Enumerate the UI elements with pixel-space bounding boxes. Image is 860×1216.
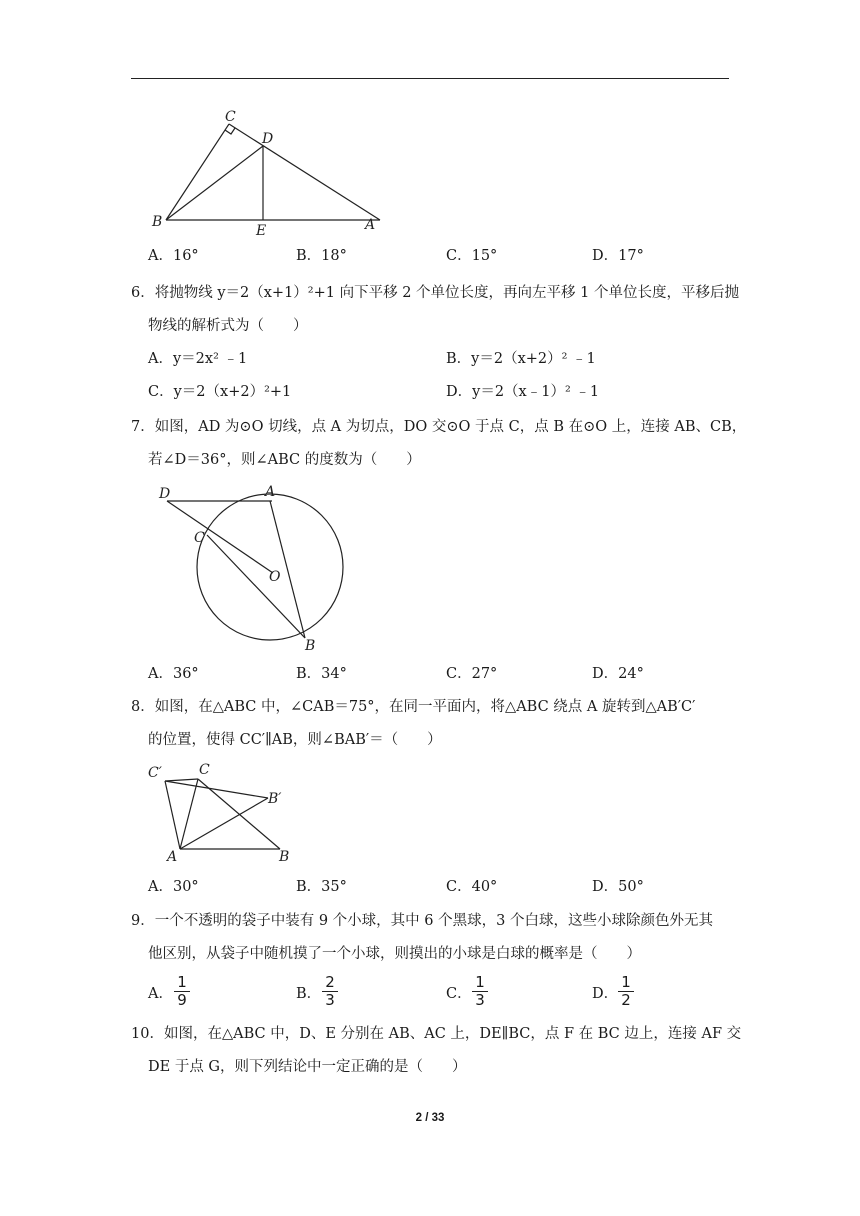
q9-option-c[interactable]: C．: [446, 986, 472, 1002]
q9-option-b[interactable]: B．: [296, 986, 322, 1002]
q7-option-c[interactable]: C．27°: [446, 666, 498, 682]
q7-option-a[interactable]: A．36°: [148, 666, 199, 682]
q6-option-a[interactable]: A．y＝2x² ﹣1: [148, 351, 248, 367]
q8-stem-line2: 的位置，使得 CC′∥AB，则∠BAB′＝（ ）: [148, 732, 442, 748]
q5-option-d[interactable]: D．17°: [592, 248, 644, 264]
q7-stem-line2: 若∠D＝36°，则∠ABC 的度数为（ ）: [148, 452, 421, 468]
q7-label-c: C: [194, 530, 205, 546]
q5-option-b[interactable]: B．18°: [296, 248, 347, 264]
q7-option-b[interactable]: B．34°: [296, 666, 347, 682]
q8-option-d[interactable]: D．50°: [592, 879, 644, 895]
q5-label-d: D: [262, 131, 274, 147]
q9-stem-line2: 他区别，从袋子中随机摸了一个小球，则摸出的小球是白球的概率是（ ）: [148, 946, 641, 962]
q6-stem-line2: 物线的解析式为（ ）: [148, 318, 308, 334]
q10-stem-line2: DE 于点 G，则下列结论中一定正确的是（ ）: [148, 1059, 467, 1075]
q9-option-d-fraction: 1 2: [618, 975, 634, 1008]
q8-option-c[interactable]: C．40°: [446, 879, 498, 895]
q8-label-c-prime: C′: [148, 765, 162, 781]
q5-figure: [150, 108, 410, 238]
q9-option-b-fraction: 2 3: [322, 975, 338, 1008]
q8-label-b: B: [279, 849, 290, 865]
q8-label-b-prime: B′: [268, 791, 282, 807]
q6-option-d[interactable]: D．y＝2（x﹣1）² ﹣1: [446, 384, 600, 400]
q5-label-b: B: [152, 214, 163, 230]
q8-label-c: C: [199, 762, 210, 778]
q7-option-d[interactable]: D．24°: [592, 666, 644, 682]
q7-stem-line1: 7．如图，AD 为⊙O 切线，点 A 为切点，DO 交⊙O 于点 C，点 B 在⊙O 上，连接 AB、CB，: [131, 419, 747, 435]
q7-label-d: D: [159, 486, 171, 502]
q8-option-b[interactable]: B．35°: [296, 879, 347, 895]
q7-label-b: B: [305, 638, 316, 654]
q9-option-a-fraction: 1 9: [174, 975, 190, 1008]
q5-label-e: E: [256, 223, 267, 239]
q6-stem-line1: 6．将抛物线 y＝2（x+1）²+1 向下平移 2 个单位长度，再向左平移 1 个单位长度，平移后抛: [131, 285, 739, 301]
page-number: 2 / 33: [415, 1112, 445, 1124]
q5-option-c[interactable]: C．15°: [446, 248, 498, 264]
q9-option-c-fraction: 1 3: [472, 975, 488, 1008]
q7-figure: [155, 480, 365, 654]
q7-label-a: A: [265, 484, 276, 500]
q5-option-a[interactable]: A．16°: [148, 248, 199, 264]
q8-figure: [145, 763, 305, 863]
q9-option-d[interactable]: D．: [592, 986, 619, 1002]
q7-label-o: O: [269, 569, 281, 585]
header-rule: [131, 78, 729, 79]
q8-option-a[interactable]: A．30°: [148, 879, 199, 895]
q9-stem-line1: 9．一个不透明的袋子中装有 9 个小球，其中 6 个黑球，3 个白球，这些小球除颜色外无其: [131, 913, 713, 929]
q5-label-a: A: [365, 217, 376, 233]
q6-option-b[interactable]: B．y＝2（x+2）² ﹣1: [446, 351, 596, 367]
q8-stem-line1: 8．如图，在△ABC 中，∠CAB＝75°，在同一平面内，将△ABC 绕点 A 旋转到△AB′C′: [131, 699, 696, 715]
q10-stem-line1: 10．如图，在△ABC 中，D、E 分别在 AB、AC 上，DE∥BC，点 F 在 BC 边上，连接 AF 交: [131, 1026, 742, 1042]
q9-option-a[interactable]: A．: [148, 986, 173, 1002]
q8-label-a: A: [167, 849, 178, 865]
q5-label-c: C: [225, 109, 236, 125]
q6-option-c[interactable]: C．y＝2（x+2）²+1: [148, 384, 292, 400]
